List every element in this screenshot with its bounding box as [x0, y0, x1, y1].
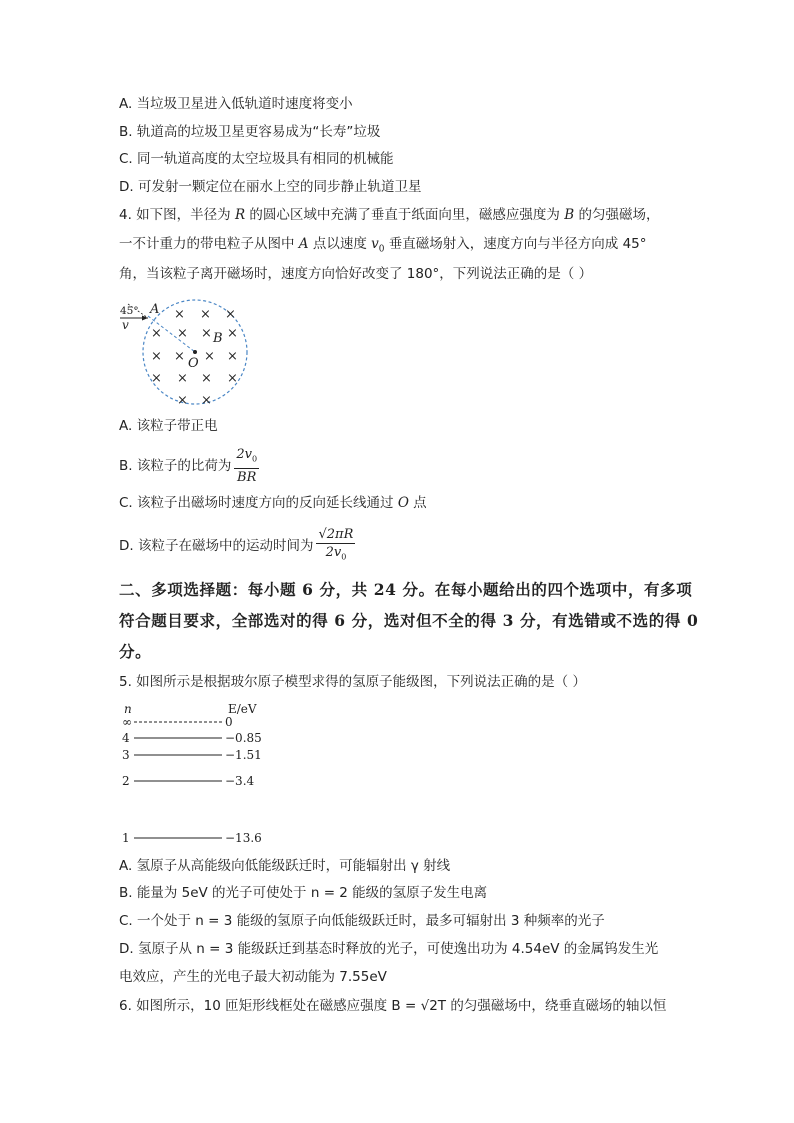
level-n-label: 3 [122, 748, 130, 762]
field-cross: × [201, 371, 212, 386]
q4-stem-text: 垂直磁场射入，速度方向与半径方向成 45° [384, 236, 647, 252]
field-cross: × [151, 371, 162, 386]
q3-option-a: A. 当垃圾卫星进入低轨道时速度将变小 [119, 96, 353, 112]
field-cross: × [177, 371, 188, 386]
denominator-subscript: 0 [341, 552, 347, 562]
energy-axis-label: E/eV [228, 702, 257, 716]
level-energy-label: −0.85 [225, 731, 262, 745]
q4-stem-line-2 [119, 234, 647, 260]
field-cross: × [151, 326, 162, 341]
option-text: C. 该粒子出磁场时速度方向的反向延长线通过 [119, 495, 398, 511]
field-cross: × [227, 349, 238, 364]
q5-option-d-line-2: 电效应，产生的光电子最大初动能为 7.55eV [119, 969, 387, 985]
field-symbol: B [564, 207, 575, 223]
velocity-label: v [122, 318, 129, 332]
q4-option-b [119, 446, 259, 486]
q4-stem-text: 的圆心区域中充满了垂直于纸面向里，磁感应强度为 [245, 207, 565, 223]
level-energy-label: −3.4 [225, 774, 255, 788]
option-prefix: B. 该粒子的比荷为 [119, 457, 232, 474]
q5-stem: 5. 如图所示是根据玻尔原子模型求得的氢原子能级图，下列说法正确的是（ ） [119, 674, 586, 690]
q4-stem-text: 一不计重力的带电粒子从图中 [119, 236, 299, 252]
point-o-label: O [188, 356, 199, 371]
level-n-label: 1 [122, 831, 130, 845]
point-symbol: A [298, 236, 309, 252]
field-cross: × [200, 307, 211, 322]
center-point-o [193, 350, 197, 354]
q5-option-b: B. 能量为 5eV 的光子可使处于 n = 2 能级的氢原子发生电离 [119, 885, 488, 901]
energy-levels [122, 715, 262, 845]
denominator: BR [237, 469, 257, 485]
q3-option-b: B. 轨道高的垃圾卫星更容易成为“长寿”垃圾 [119, 124, 381, 140]
numerator: 2v [236, 447, 252, 462]
level-energy-label: −1.51 [225, 748, 262, 762]
level-energy-label: −13.6 [225, 831, 262, 845]
field-cross: × [201, 326, 212, 341]
point-a-label: A [150, 302, 160, 317]
velocity-subscript: 0 [378, 244, 385, 255]
level-n-label: 2 [122, 774, 130, 788]
option-text: 点 [408, 495, 427, 511]
q4-stem-text: 点以速度 [308, 236, 372, 252]
n-axis-label: n [124, 702, 132, 716]
field-cross: × [201, 393, 212, 408]
q5-option-c: C. 一个处于 n = 3 能级的氢原子向低能级跃迁时，最多可辐射出 3 种频率的光子 [119, 913, 605, 929]
field-cross: × [225, 307, 236, 322]
q5-option-a: A. 氢原子从高能级向低能级跃迁时，可能辐射出 γ 射线 [119, 858, 451, 874]
field-cross: × [227, 326, 238, 341]
field-cross: × [177, 393, 188, 408]
time-fraction [316, 526, 355, 566]
energy-level-diagram [118, 700, 278, 845]
field-cross: × [177, 326, 188, 341]
center-symbol: O [397, 495, 409, 511]
level-n-label: ∞ [122, 715, 132, 729]
q4-option-c [119, 493, 427, 513]
q4-stem-line-3: 角，当该粒子离开磁场时，速度方向恰好改变了 180°，下列说法正确的是（ ） [119, 266, 593, 282]
angle-label: 45° [120, 305, 139, 317]
section-heading-line-2: 符合题目要求，全部选对的得 6 分，选对但不全的得 3 分，有选错或不选的得 0 [119, 611, 699, 630]
numerator: √2πR [318, 527, 354, 542]
radius-symbol: R [234, 207, 246, 223]
field-cross: × [174, 349, 185, 364]
magnetic-field-figure [118, 296, 258, 411]
section-heading-line-3: 分。 [119, 642, 152, 661]
option-prefix: D. 该粒子在磁场中的运动时间为 [119, 537, 314, 554]
point-b-label: B [213, 331, 223, 346]
denominator: 2v [325, 545, 342, 560]
q4-stem-line-1 [119, 205, 659, 225]
field-cross: × [151, 349, 162, 364]
q4-option-a: A. 该粒子带正电 [119, 418, 218, 434]
charge-mass-ratio-fraction [234, 446, 259, 486]
numerator-subscript: 0 [251, 454, 258, 464]
q6-stem: 6. 如图所示，10 匝矩形线框处在磁感应强度 B = √2T 的匀强磁场中，绕垂直磁场的轴以恒 [119, 998, 667, 1014]
field-cross: × [174, 307, 185, 322]
q5-option-d-line-1: D. 氢原子从 n = 3 能级跃迁到基态时释放的光子，可使逸出功为 4.54eV 的金属钨发生光 [119, 941, 659, 957]
q3-option-c: C. 同一轨道高度的太空垃圾具有相同的机械能 [119, 151, 394, 167]
field-cross: × [204, 349, 215, 364]
section-heading-line-1: 二、多项选择题：每小题 6 分，共 24 分。在每小题给出的四个选项中，有多项 [119, 580, 693, 599]
level-energy-label: 0 [225, 715, 233, 729]
q4-option-d [119, 526, 355, 566]
field-cross: × [227, 371, 238, 386]
level-n-label: 4 [122, 731, 130, 745]
q4-stem-text: 的匀强磁场， [574, 207, 660, 223]
velocity-symbol: v [371, 236, 379, 252]
q3-option-d: D. 可发射一颗定位在丽水上空的同步静止轨道卫星 [119, 179, 422, 195]
q4-stem-text: 4. 如下图，半径为 [119, 207, 235, 223]
